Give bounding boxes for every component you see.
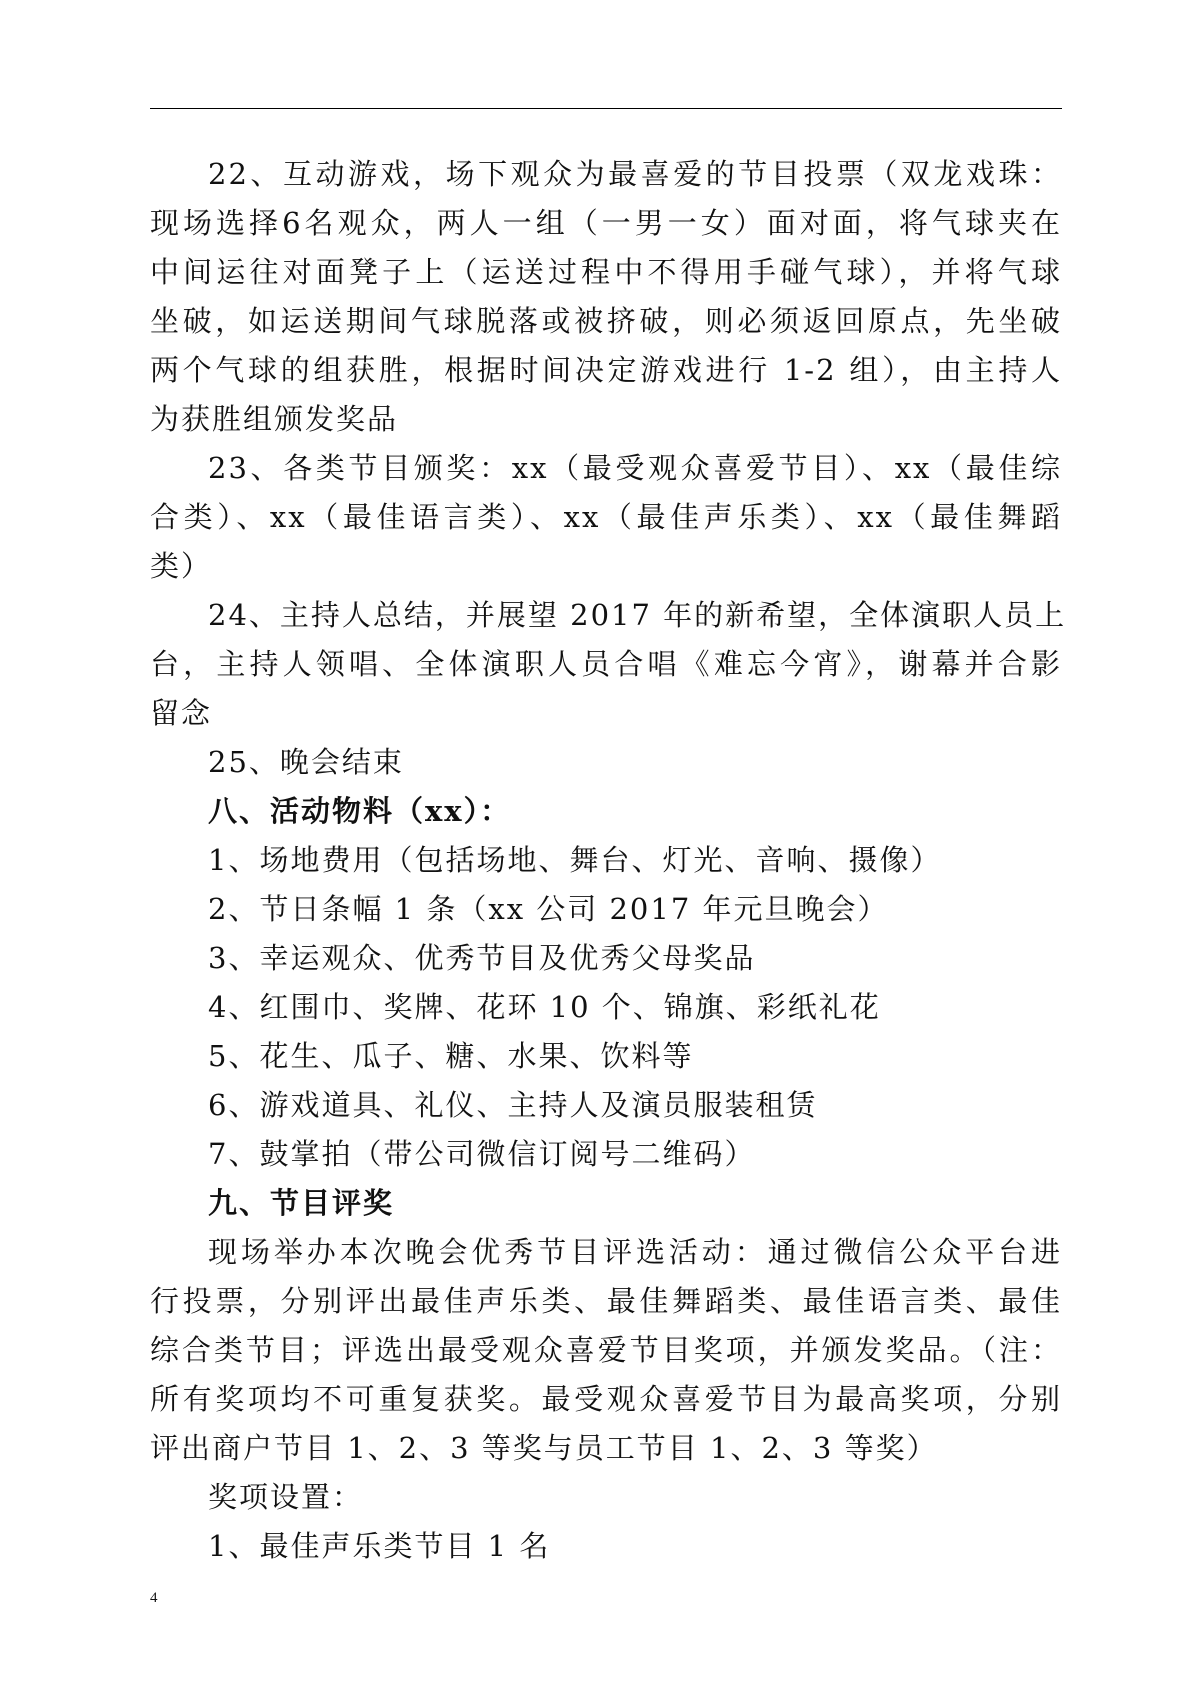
text-line: 评出商户节目 1、2、3 等奖与员工节目 1、2、3 等奖） (150, 1431, 938, 1465)
text-line: 5、花生、瓜子、糖、水果、饮料等 (208, 1039, 694, 1073)
text-line: 2、节日条幅 1 条（xx 公司 2017 年元旦晚会） (208, 892, 889, 926)
text-line: 6、游戏道具、礼仪、主持人及演员服装租赁 (208, 1088, 818, 1122)
text-line: 合类）、xx（最佳语言类）、xx（最佳声乐类）、xx（最佳舞蹈 (150, 500, 1062, 534)
text-line: 7、鼓掌拍（带公司微信订阅号二维码） (208, 1137, 756, 1171)
text-line: 4、红围巾、奖牌、花环 10 个、锦旗、彩纸礼花 (208, 990, 881, 1024)
section-heading: 九、节目评奖 (208, 1186, 395, 1220)
text-line: 为获胜组颁发奖品 (150, 402, 399, 436)
text-line: 所有奖项均不可重复获奖。最受观众喜爱节目为最高奖项，分别 (150, 1382, 1062, 1416)
text-line: 坐破，如运送期间气球脱落或被挤破，则必须返回原点，先坐破 (150, 304, 1062, 338)
text-line: 23、各类节目颁奖：xx（最受观众喜爱节目）、xx（最佳综 (208, 451, 1062, 485)
text-line: 留念 (150, 696, 213, 730)
text-line: 25、晚会结束 (208, 745, 404, 779)
text-line: 台，主持人领唱、全体演职人员合唱《难忘今宵》，谢幕并合影 (150, 647, 1062, 681)
text-line: 奖项设置： (208, 1480, 364, 1514)
text-line: 22、互动游戏，场下观众为最喜爱的节目投票（双龙戏珠： (208, 157, 1062, 191)
text-line: 行投票，分别评出最佳声乐类、最佳舞蹈类、最佳语言类、最佳 (150, 1284, 1062, 1318)
text-line: 现场选择6名观众，两人一组（一男一女）面对面，将气球夹在 (150, 206, 1062, 240)
section-heading: 八、活动物料（xx）： (208, 794, 512, 828)
text-line: 中间运往对面凳子上（运送过程中不得用手碰气球），并将气球 (150, 255, 1062, 289)
text-line: 1、最佳声乐类节目 1 名 (208, 1529, 551, 1563)
text-line: 1、场地费用（包括场地、舞台、灯光、音响、摄像） (208, 843, 942, 877)
text-line: 24、主持人总结，并展望 2017 年的新希望，全体演职人员上 (208, 598, 1067, 632)
text-line: 综合类节目；评选出最受观众喜爱节目奖项，并颁发奖品。（注： (150, 1333, 1062, 1367)
text-line: 3、幸运观众、优秀节目及优秀父母奖品 (208, 941, 756, 975)
document-body (150, 150, 1067, 1571)
page-number: 4 (150, 1590, 158, 1606)
text-line: 两个气球的组获胜，根据时间决定游戏进行 1-2 组），由主持人 (150, 353, 1062, 387)
text-line: 现场举办本次晚会优秀节目评选活动：通过微信公众平台进 (208, 1235, 1062, 1269)
text-line: 类） (150, 549, 213, 583)
header-rule (150, 108, 1062, 109)
